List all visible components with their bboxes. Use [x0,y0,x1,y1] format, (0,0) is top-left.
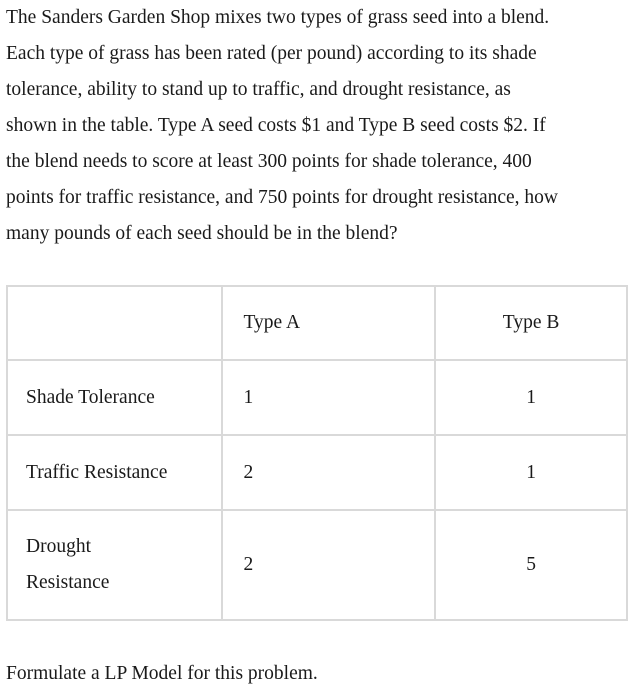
table-row [7,360,627,435]
table-header-type-b: Type B [435,286,627,360]
problem-line: the blend needs to score at least 300 points for shade tolerance, 400 [6,151,532,172]
row-label-text: Drought [26,536,91,557]
row-label-text: Traffic Resistance [26,461,168,483]
row-label-text: Resistance [26,572,110,593]
table-header-row [7,286,627,360]
table-row [7,435,627,510]
table-header-empty [7,286,222,360]
table-row [7,510,627,620]
cell-type-b: 1 [435,360,627,435]
problem-line: shown in the table. Type A seed costs $1 and Type B seed costs $2. If [6,115,546,136]
problem-statement [6,0,626,252]
instruction-text: Formulate a LP Model for this problem. [6,663,318,684]
cell-type-b: 5 [435,510,627,620]
row-label-drought-resistance [7,510,222,620]
row-label-text: Shade Tolerance [26,386,155,408]
cell-type-a: 2 [222,435,435,510]
row-label-traffic-resistance [7,435,222,510]
problem-line: many pounds of each seed should be in the blend? [6,223,398,244]
cell-type-b: 1 [435,435,627,510]
problem-line: Each type of grass has been rated (per pound) according to its shade [6,43,537,64]
table-header-type-a: Type A [222,286,435,360]
cell-type-a: 2 [222,510,435,620]
seed-ratings-table [6,285,628,621]
cell-type-a: 1 [222,360,435,435]
problem-line: The Sanders Garden Shop mixes two types of grass seed into a blend. [6,7,550,28]
problem-line: tolerance, ability to stand up to traffic, and drought resistance, as [6,79,511,100]
problem-line: points for traffic resistance, and 750 points for drought resistance, how [6,187,558,208]
row-label-shade-tolerance [7,360,222,435]
